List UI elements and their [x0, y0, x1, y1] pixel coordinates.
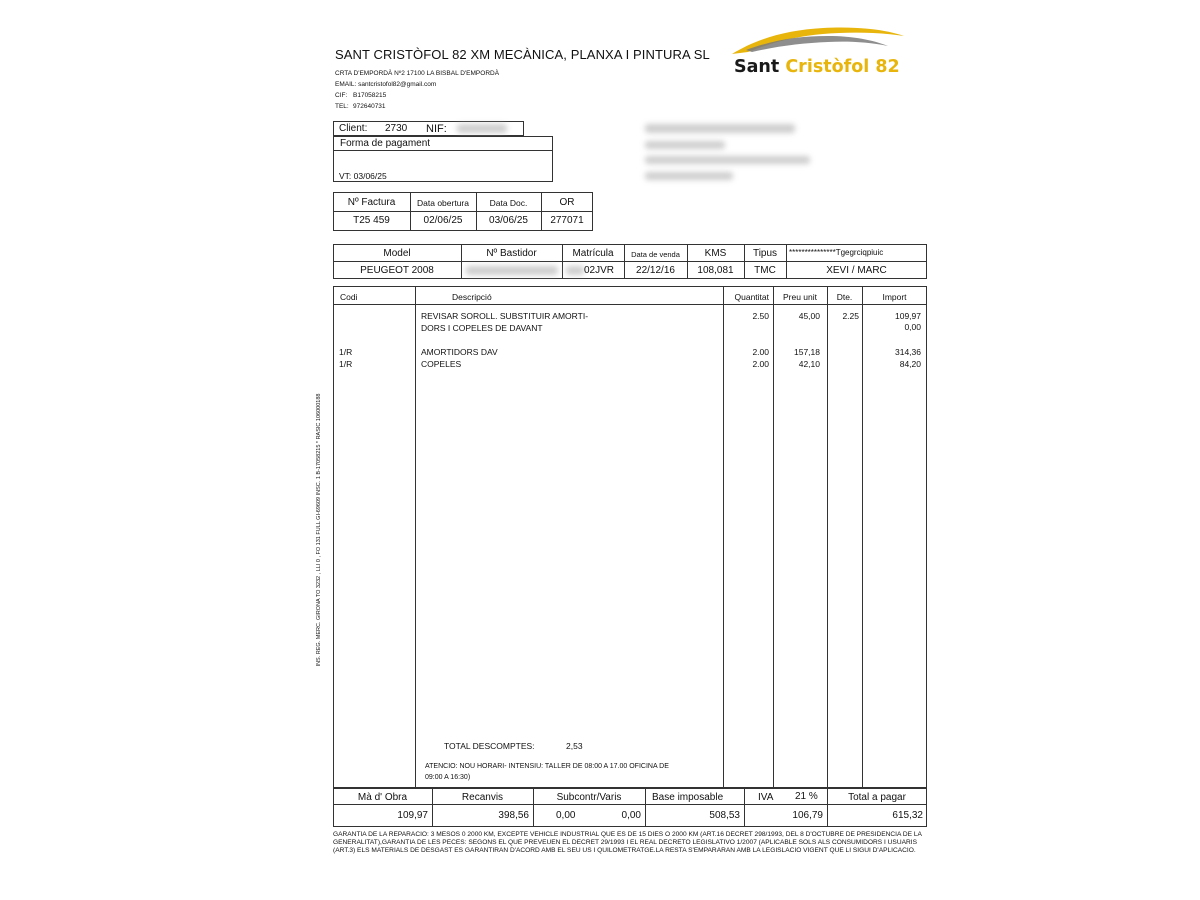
company-name: SANT CRISTÒFOL 82 XM MECÀNICA, PLANXA I PINTURA SL	[335, 47, 710, 62]
base-label: Base imposable	[652, 792, 724, 803]
subcontract-value-b: 0,00	[621, 810, 641, 821]
line-code: 1/R	[339, 347, 353, 357]
line-desc: AMORTIDORS DAV	[421, 347, 498, 357]
customer-name-redacted	[645, 124, 795, 133]
vehicle-sale-date: 22/12/16	[636, 265, 675, 276]
line-code: 1/R	[339, 359, 353, 369]
base-value: 508,53	[709, 810, 740, 821]
line-desc: DORS I COPELES DE DAVANT	[421, 323, 543, 333]
vat-value: 106,79	[792, 810, 823, 821]
client-number: 2730	[385, 123, 408, 134]
vehicle-mechanic: XEVI / MARC	[826, 265, 887, 276]
parts-value: 398,56	[498, 810, 529, 821]
lines-header-divider	[333, 304, 927, 305]
sale-date-header: Data de venda	[631, 250, 680, 259]
company-tel: 972640731	[353, 103, 386, 110]
customer-street-redacted	[645, 141, 725, 149]
or-number: 277071	[550, 215, 584, 226]
payment-divider	[333, 150, 553, 151]
lines-sep-code	[415, 286, 416, 788]
labour-value: 109,97	[397, 810, 428, 821]
plate-redacted	[566, 266, 584, 275]
parts-label: Recanvis	[461, 792, 504, 803]
import-header: Import	[882, 292, 907, 302]
payment-label: Forma de pagament	[340, 138, 431, 149]
price-header: Preu unit	[782, 292, 818, 302]
company-logo	[728, 20, 908, 82]
mechanic-header: ***************Tgegrciqpiuic	[789, 248, 884, 257]
total-discounts-label: TOTAL DESCOMPTES:	[444, 741, 535, 751]
line-qty: 2.00	[752, 347, 769, 357]
code-header: Codi	[340, 292, 358, 302]
chassis-redacted	[466, 266, 558, 275]
line-amount: 109,97	[895, 311, 921, 321]
vehicle-kms: 108,081	[697, 265, 734, 276]
type-header: Tipus	[752, 248, 778, 259]
desc-header: Descripció	[452, 292, 492, 302]
total-value: 615,32	[892, 810, 923, 821]
subcontract-value-a: 0,00	[556, 810, 576, 821]
subcontract-label: Subcontr/Varis	[556, 792, 622, 803]
line-price: 45,00	[798, 311, 820, 321]
line-price: 42,10	[798, 359, 820, 369]
vehicle-plate: 02JVR	[584, 265, 615, 276]
invoice-info-divider	[333, 211, 593, 212]
labour-label: Mà d' Obra	[357, 792, 408, 803]
total-discounts: 2,53	[566, 741, 583, 751]
nif-label: NIF:	[426, 123, 447, 135]
chassis-header: Nº Bastidor	[486, 248, 537, 259]
vehicle-model: PEUGEOT 2008	[360, 265, 434, 276]
line-desc: COPELES	[421, 359, 462, 369]
line-amount: 314,36	[895, 347, 921, 357]
totals-sep-3	[645, 788, 646, 827]
doc-date-header: Data Doc.	[489, 198, 528, 208]
total-label: Total a pagar	[848, 792, 906, 803]
company-email: EMAIL: santcristofol82@gmail.com	[335, 81, 437, 88]
line-qty: 2.00	[752, 359, 769, 369]
logo-text-sant: Sant	[734, 57, 786, 77]
logo-text-rest: Cristòfol 82	[785, 57, 900, 77]
logo-text	[734, 57, 900, 77]
registry-side-text-content: INS. REG. MERC. GIRONA TO 3232 , LLI 0 , FO 131 FULL GI-69609 INSC. 1 B-17058215 * RASIC 106000188	[316, 393, 322, 667]
totals-sep-4	[744, 788, 745, 827]
qty-header: Quantitat	[734, 292, 769, 302]
notice-line-2: 09:00 A 16:30)	[425, 774, 471, 781]
notice-line-1: ATENCIO: NOU HORARI- INTENSIU: TALLER DE 08:00 A 17.00 OFICINA DE	[425, 763, 669, 770]
line-price: 157,18	[794, 347, 820, 357]
due-date: VT: 03/06/25	[339, 171, 387, 181]
doc-date: 03/06/25	[489, 215, 528, 226]
vehicle-divider	[333, 261, 927, 262]
lines-sep-price	[827, 286, 828, 788]
company-tel-label: TEL:	[335, 103, 349, 110]
line-amount: 0,00	[904, 322, 921, 332]
vat-rate: 21 %	[795, 791, 818, 802]
line-amount: 84,20	[899, 359, 921, 369]
customer-province-redacted	[645, 172, 733, 180]
nif-redacted	[457, 124, 507, 133]
company-cif-label: CIF:	[335, 92, 348, 99]
line-desc: REVISAR SOROLL. SUBSTITUIR AMORTI-	[421, 311, 589, 321]
invoice-number: T25 459	[353, 215, 390, 226]
dte-header: Dte.	[836, 292, 853, 302]
kms-header: KMS	[704, 248, 727, 259]
totals-divider	[333, 804, 927, 805]
company-cif: B17058215	[353, 92, 387, 99]
plate-header: Matrícula	[572, 248, 614, 259]
company-address: CRTA D'EMPORDÀ Nº2 17100 LA BISBAL D'EMPORDÀ	[335, 70, 500, 77]
client-label: Client:	[339, 123, 368, 134]
vehicle-type: TMC	[754, 265, 776, 276]
customer-city-redacted	[645, 156, 810, 164]
warranty-footer: GARANTIA DE LA REPARACIO: 3 MESOS 0 2000 KM, EXCEPTE VEHICLE INDUSTRIAL QUE ES DE 15 DIES O 2000 KM (ART.16 DECRET 298/1993, DEL 8 D'OCTUBRE DE PRESIDENCIA DE LA GENERALITAT),GARANTIA DE LES PECES: SEGONS EL QUE PREVEUEN EL DECRET 29/1993 I EL REAL DECRETO LEGISLATIVO 1/2007 (APLICABLE SOLS ALS CONSUMIDORS I USUARIS (ART.3) ELS MATERIALS DE DESGAST ES GARANTIRAN D'ACORD AMB EL SEU US I QUILOMETRATGE.LA RESTA S'EMPARARAN AMB LA LEGISLACIO VIGENT QUE LI SIGUI D'APLICACIO.	[333, 831, 922, 854]
vat-label: IVA	[758, 792, 774, 803]
line-qty: 2.50	[752, 311, 769, 321]
open-date: 02/06/25	[423, 215, 463, 226]
line-dte: 2.25	[842, 311, 859, 321]
invoice-number-header: Nº Factura	[347, 197, 396, 208]
or-header: OR	[559, 197, 575, 208]
model-header: Model	[383, 248, 411, 259]
open-date-header: Data obertura	[417, 198, 469, 208]
